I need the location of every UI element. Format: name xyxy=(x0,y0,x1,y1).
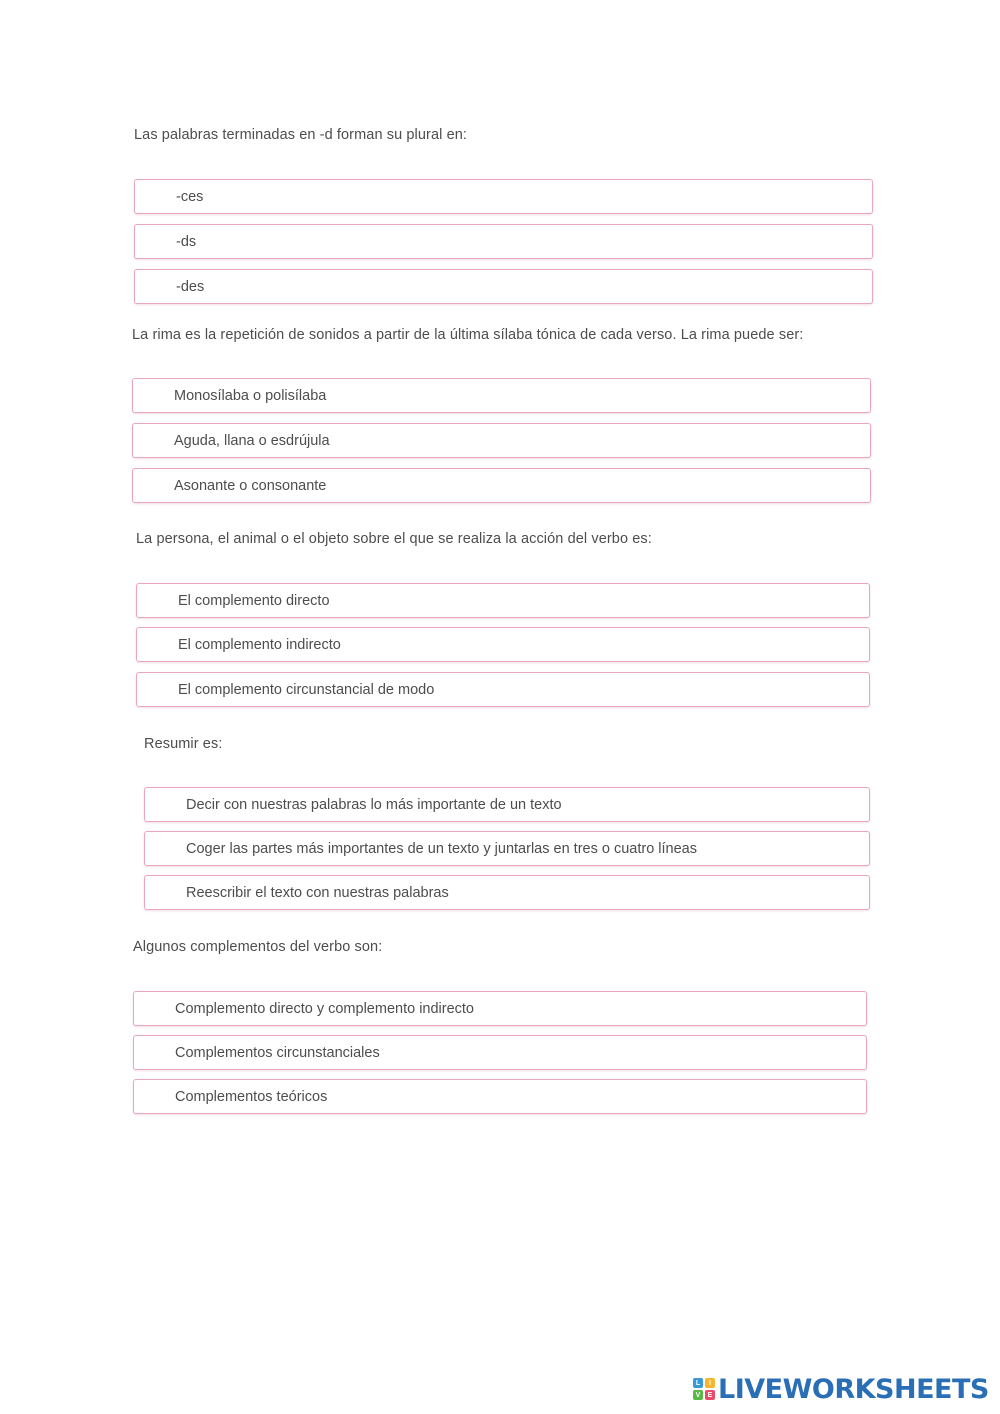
q3-option-2[interactable] xyxy=(136,627,870,662)
logo-mark-v: V xyxy=(693,1390,703,1400)
q4-option-2[interactable] xyxy=(144,831,870,866)
option-label: Complementos teóricos xyxy=(175,1088,328,1105)
option-label: Decir con nuestras palabras lo más importante de un texto xyxy=(186,796,562,813)
q4-option-1[interactable] xyxy=(144,787,870,822)
q2-option-3[interactable] xyxy=(132,468,871,503)
question-3-text: La persona, el animal o el objeto sobre el que se realiza la acción del verbo es: xyxy=(136,531,652,547)
q2-option-1[interactable] xyxy=(132,378,871,413)
q5-option-3[interactable] xyxy=(133,1079,867,1114)
liveworksheets-logo xyxy=(693,1374,989,1404)
q5-option-1[interactable] xyxy=(133,991,867,1026)
option-label: El complemento circunstancial de modo xyxy=(178,681,435,698)
option-label: -ces xyxy=(176,188,204,205)
option-label: Asonante o consonante xyxy=(174,477,327,494)
logo-mark-i: I xyxy=(705,1378,715,1388)
option-label: El complemento indirecto xyxy=(178,636,341,653)
option-label: Coger las partes más importantes de un texto y juntarlas en tres o cuatro líneas xyxy=(186,840,697,857)
option-label: Complemento directo y complemento indirecto xyxy=(175,1000,474,1017)
logo-text: LIVEWORKSHEETS xyxy=(718,1373,989,1405)
option-label: Complementos circunstanciales xyxy=(175,1044,380,1061)
option-label: -ds xyxy=(176,233,197,250)
logo-mark-e: E xyxy=(705,1390,715,1400)
q4-option-3[interactable] xyxy=(144,875,870,910)
option-label: Reescribir el texto con nuestras palabras xyxy=(186,884,449,901)
q1-option-2[interactable] xyxy=(134,224,873,259)
option-label: El complemento directo xyxy=(178,592,330,609)
question-5-text: Algunos complementos del verbo son: xyxy=(133,939,383,955)
logo-mark-l: L xyxy=(693,1378,703,1388)
option-label: Monosílaba o polisílaba xyxy=(174,387,327,404)
q3-option-3[interactable] xyxy=(136,672,870,707)
q1-option-1[interactable] xyxy=(134,179,873,214)
question-2-text: La rima es la repetición de sonidos a partir de la última sílaba tónica de cada verso. La rima puede ser: xyxy=(132,327,804,343)
q1-option-3[interactable] xyxy=(134,269,873,304)
option-label: -des xyxy=(176,278,205,295)
question-1-text: Las palabras terminadas en -d forman su plural en: xyxy=(134,127,468,143)
q2-option-2[interactable] xyxy=(132,423,871,458)
q5-option-2[interactable] xyxy=(133,1035,867,1070)
liveworksheets-logo-icon xyxy=(693,1378,715,1400)
option-label: Aguda, llana o esdrújula xyxy=(174,432,330,449)
q3-option-1[interactable] xyxy=(136,583,870,618)
question-4-text: Resumir es: xyxy=(144,736,223,752)
